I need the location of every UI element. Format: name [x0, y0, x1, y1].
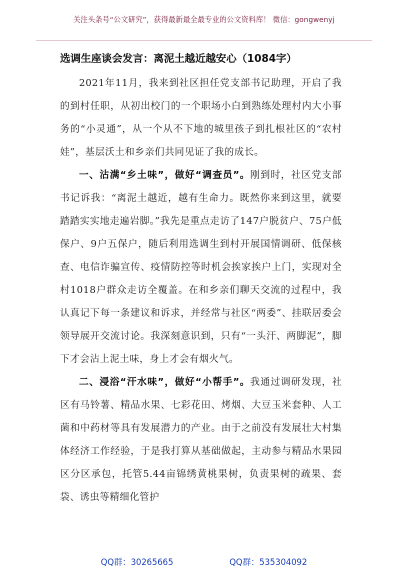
footer — [0, 552, 408, 572]
section-2-heading: 二、浸浴“汗水味”，做好“小帮手”。 — [79, 377, 251, 388]
document-title: 选调生座谈会发言：离泥土越近越安心（1084字） — [60, 53, 297, 65]
header-banner — [36, 0, 372, 41]
section-1-heading: 一、沾满“乡土味”，做好“调查员”。 — [79, 170, 251, 181]
section-1-body: 刚到时，社区党支部书记诉我：“离泥土越近，越有生命力。既然你来到这里，就要踏踏实实地走遍岩脚。”我先是重点走访了147户脱贫户、75户低保户、9户五保户，随后利用选调生到村开展国情调研、低保核查、电信诈骗宣传、疫情防控等时机会挨家挨户上门，实现对全村1018户群众走访全覆盖。在和乡亲们聊天交流的过程中，我认真记下每一条建议和诉求，并经常与社区“两委”、挂联居委会领导展开交流讨论。我深刻意识到，只有“一头汗、两脚泥”，脚下才会沾上泥土味，身上才会有烟火气。 — [60, 170, 342, 365]
header-banner-text: 关注头条号“公文研究”，获得最新最全最专业的公文资料库！ 微信：gongwenyj — [73, 15, 335, 24]
section-1-paragraph — [60, 164, 342, 371]
footer-qq-right: QQ群：535304092 — [229, 557, 308, 567]
footer-qq-left: QQ群：30265665 — [100, 557, 174, 567]
section-2-paragraph — [60, 371, 342, 509]
intro-paragraph: 2021年11月，我来到社区担任党支部书记助理，开启了我的到村任职，从初出校门的一个职场小白到熟练处理村内大小事务的“小灵通”，从一个从不下地的城里孩子到扎根社区的“农村娃”，基层沃土和乡亲们共同见证了我的成长。 — [60, 78, 342, 158]
section-2-body: 我通过调研发现，社区有马铃薯、精品水果、七彩花田、烤烟、大豆玉米套种、人工菌和中药材等具有发展潜力的产业。由于之前没有发展壮大村集体经济工作经验，于是我打算从基础做起，主动参与精品水果园区分区承包，托管5.44亩锦绣黄桃果树，负责果树的疏果、套袋、诱虫等精细化管护 — [60, 377, 342, 503]
document-body — [60, 50, 342, 509]
